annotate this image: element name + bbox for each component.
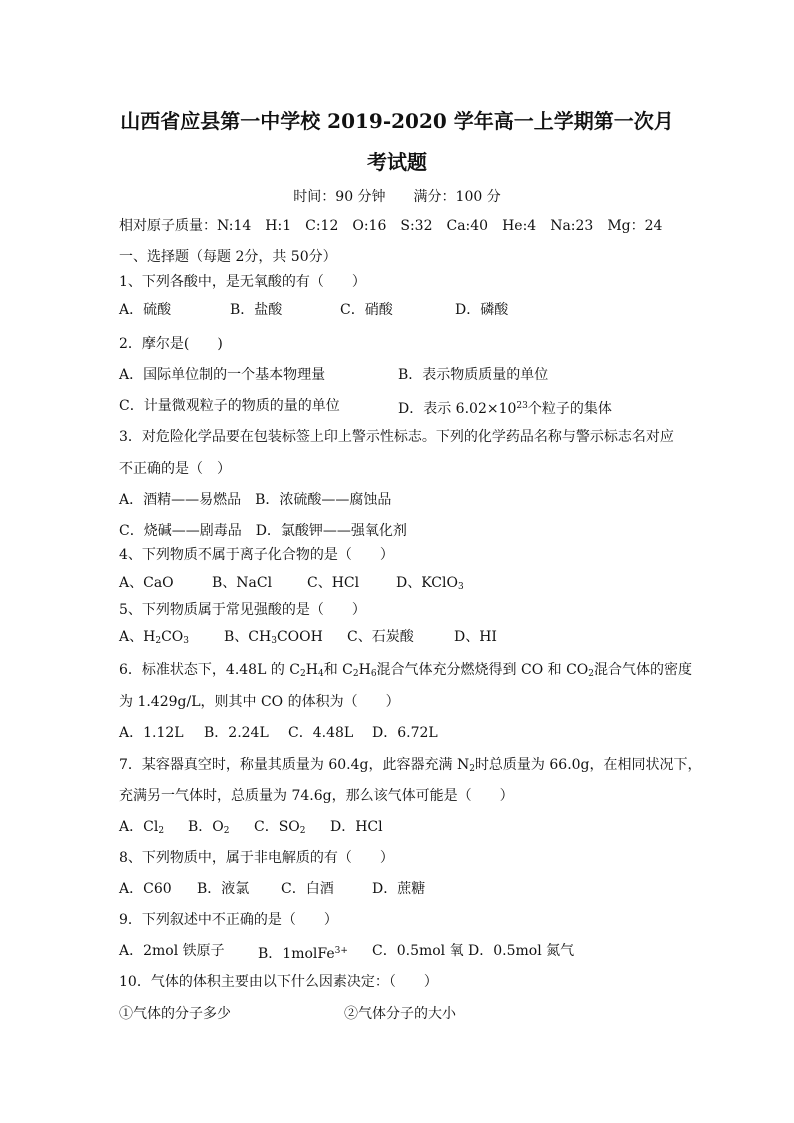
question-10: 10．气体的体积主要由以下什么因素决定：（ ） <box>119 974 438 990</box>
q7-option-a: A．$Cl_2$ <box>119 819 165 836</box>
q1-option-c: C．硝酸 <box>340 302 393 318</box>
q2-option-b: B．表示物质质量的单位 <box>398 367 549 383</box>
question-7-line2: 充满另一气体时，总质量为 74.6g，那么该气体可能是（ ） <box>119 788 514 804</box>
q6-option-c: C．4.48L <box>288 725 354 741</box>
question-6-line2: 为 1.429g/L，则其中 CO 的体积为（ ） <box>119 694 400 710</box>
q4-option-b: B、NaCl <box>212 575 273 591</box>
question-7-line1: 7．某容器真空时，称量其质量为 60.4g，此容器充满 $N_2$时总质量为 66.0g，在相同状况下， <box>119 757 702 774</box>
question-4: 4、下列物质不属于离子化合物的是（ ） <box>119 547 394 563</box>
q3-options-cd: C．烧碱——剧毒品 D．氯酸钾——强氧化剂 <box>119 523 407 539</box>
question-5: 5、下列物质属于常见强酸的是（ ） <box>119 602 366 618</box>
q2-option-a: A．国际单位制的一个基本物理量 <box>119 367 326 383</box>
q10-item-1: ①气体的分子多少 <box>119 1006 231 1022</box>
q4-option-c: C、HCl <box>307 575 360 591</box>
q4-option-a: A、CaO <box>119 575 174 591</box>
q8-option-c: C．白酒 <box>281 881 334 897</box>
atomic-mass-info: 相对原子质量：N:14 H:1 C:12 O:16 S:32 Ca:40 He:4 Na:23 Mg：24 <box>119 218 663 234</box>
q1-option-d: D．磷酸 <box>455 302 509 318</box>
q3-options-ab: A．酒精——易燃品 B．浓硫酸——腐蚀品 <box>119 492 392 508</box>
question-9: 9．下列叙述中不正确的是（ ） <box>119 912 338 928</box>
q9-option-b: B．1molFe$^{3+}$ <box>258 946 348 962</box>
q7-option-d: D．HCl <box>330 819 383 835</box>
q5-option-c: C、石炭酸 <box>347 629 414 645</box>
q7-option-c: C．$SO_2$ <box>254 819 306 836</box>
q8-option-b: B．液氯 <box>197 881 250 897</box>
q5-option-a: A、$H_2CO_3$ <box>119 629 189 646</box>
q9-option-c: C．0.5mol 氧 <box>372 943 464 959</box>
q9-option-d: D．0.5mol 氮气 <box>468 943 575 959</box>
question-3-line2: 不正确的是（ ） <box>119 461 231 477</box>
question-6-line1: 6．标准状态下，4.48L 的 $C_2H_4$和 $C_2H_6$混合气体充分燃烧得到 CO 和 $CO_2$混合气体的密度 <box>119 662 693 679</box>
q2-option-c: C．计量微观粒子的物质的量的单位 <box>119 398 340 414</box>
q8-option-d: D．蔗糖 <box>372 881 426 897</box>
q1-option-b: B．盐酸 <box>230 302 283 318</box>
q5-option-b: B、$CH_3COOH$ <box>224 629 323 646</box>
q2-option-d: D．表示 $6.02\times 10^{23}$个粒子的集体 <box>398 401 612 417</box>
q1-option-a: A．硫酸 <box>119 302 172 318</box>
q5-option-d: D、HI <box>454 629 497 645</box>
question-8: 8、下列物质中，属于非电解质的有（ ） <box>119 850 394 866</box>
time-info: 时间：90 分钟 满分：100 分 <box>293 189 501 205</box>
exam-title-line2: 考试题 <box>367 150 427 174</box>
question-1: 1、下列各酸中，是无氧酸的有（ ） <box>119 274 366 290</box>
q4-option-d: D、KClO$_3$ <box>396 575 464 592</box>
section-heading: 一、选择题（每题 2分，共 50分） <box>119 249 337 265</box>
question-3-line1: 3．对危险化学品要在包装标签上印上警示性标志。下列的化学药品名称与警示标志名对应 <box>119 429 674 445</box>
q6-option-b: B．2.24L <box>204 725 269 741</box>
q10-item-2: ②气体分子的大小 <box>344 1006 456 1022</box>
q6-option-a: A．1.12L <box>119 725 184 741</box>
q8-option-a: A．C60 <box>119 881 172 897</box>
question-2: 2．摩尔是( ) <box>119 336 223 352</box>
exam-title-line1: 山西省应县第一中学校 2019-2020 学年高一上学期第一次月 <box>120 109 674 133</box>
q7-option-b: B．$O_2$ <box>188 819 230 836</box>
q9-option-a: A．2mol 铁原子 <box>119 943 225 959</box>
q6-option-d: D．6.72L <box>372 725 438 741</box>
